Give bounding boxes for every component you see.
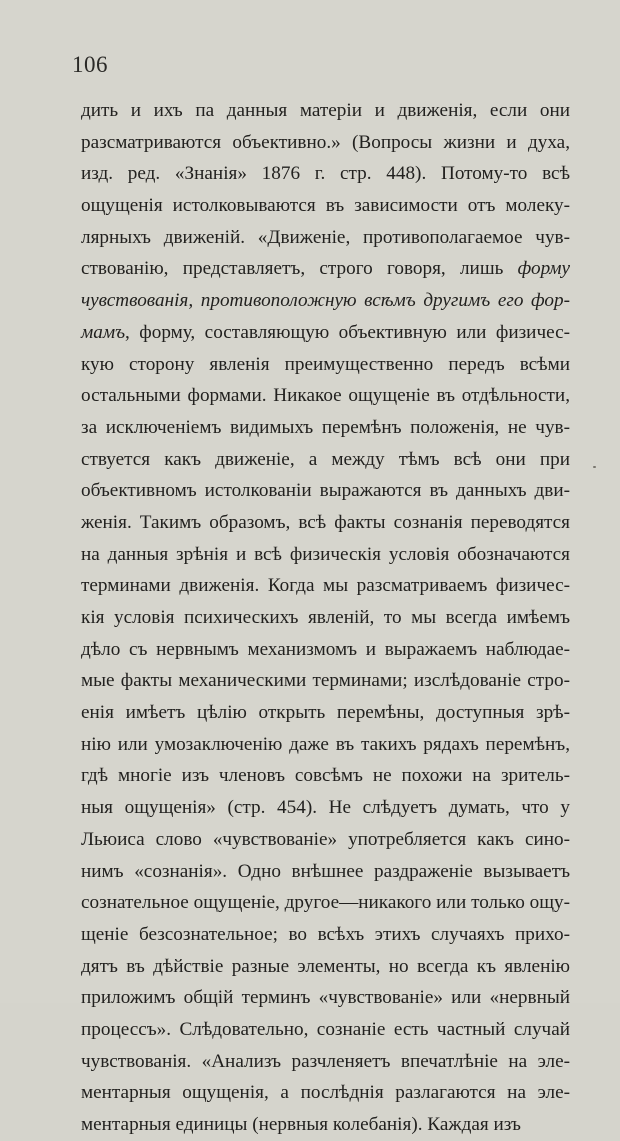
text-run: мые факты механическими терминами; изслѣдованiе стро- — [81, 670, 570, 692]
text-line — [81, 539, 570, 571]
text-run: процессъ». Слѣдовательно, сознанiе есть частный случай — [81, 1018, 570, 1040]
text-run: щенiе безсознательное; во всѣхъ этихъ случаяхъ прихо- — [81, 923, 570, 945]
text-line — [81, 285, 570, 317]
body-text — [81, 95, 570, 1141]
text-line — [81, 665, 570, 697]
text-run: изд. ред. «Знанiя» 1876 г. стр. 448). Потому-то всѣ — [81, 163, 570, 185]
text-line — [81, 380, 570, 412]
text-line — [81, 412, 570, 444]
text-line — [81, 824, 570, 856]
text-run: ментарныя ощущенiя, а послѣднiя разлагаются на эле- — [81, 1082, 570, 1104]
text-line — [81, 507, 570, 539]
text-line — [81, 349, 570, 381]
text-run: дѣло съ нервнымъ механизмомъ и выражаемъ наблюдае- — [81, 638, 570, 660]
text-line — [81, 1109, 570, 1141]
text-line — [81, 253, 570, 285]
text-run: лярныхъ движенiй. «Движенiе, противополагаемое чув- — [81, 226, 570, 248]
text-run: на данныя зрѣнiя и всѣ физическiя условiя обозначаются — [81, 543, 570, 565]
text-run: , форму, составляющую объективную или физичес- — [125, 321, 570, 343]
text-line — [81, 982, 570, 1014]
text-run: женiя. Такимъ образомъ, всѣ факты сознанiя переводятся — [81, 511, 570, 533]
text-line — [81, 634, 570, 666]
italic-run: мамъ — [81, 321, 126, 343]
text-run: за исключенiемъ видимыхъ перемѣнъ положенiя, не чув- — [81, 416, 570, 438]
text-run: ментарныя единицы (нервныя колебанiя). Каждая изъ — [81, 1114, 521, 1135]
text-run: остальными формами. Никакое ощущенiе въ отдѣльности, — [81, 385, 570, 407]
text-line — [81, 158, 570, 190]
text-run: сознательное ощущенiе, другое—никакого или только ощу- — [81, 892, 570, 914]
text-line — [81, 570, 570, 602]
text-run: объективномъ истолкованiи выражаются въ данныхъ дви- — [81, 480, 570, 502]
text-line — [81, 95, 570, 127]
text-line — [81, 1046, 570, 1078]
text-run: ныя ощущенiя» (стр. 454). Не слѣдуетъ думать, что у — [81, 797, 570, 819]
text-line — [81, 190, 570, 222]
text-line — [81, 127, 570, 159]
text-run: приложимъ общiй терминъ «чувствованiе» или «нервный — [81, 987, 570, 1009]
text-line — [81, 792, 570, 824]
text-run: дить и ихъ па данныя матерiи и движенiя, если они — [81, 100, 570, 121]
text-run: гдѣ многiе изъ членовъ совсѣмъ не похожи на зритель- — [81, 765, 570, 787]
text-line — [81, 951, 570, 983]
text-run: терминами движенiя. Когда мы разсматриваемъ физичес- — [81, 575, 570, 597]
text-run: разсматриваются объективно.» (Вопросы жизни и духа, — [81, 131, 570, 153]
text-line — [81, 602, 570, 634]
text-line — [81, 444, 570, 476]
paper-speck — [593, 466, 596, 468]
text-line — [81, 729, 570, 761]
page-number: 106 — [72, 52, 108, 77]
text-line — [81, 317, 570, 349]
text-run: чувствованiя. «Анализъ разчленяетъ впечатлѣнiе на эле- — [81, 1050, 570, 1072]
text-run: кую сторону явленiя преимущественно передъ всѣми — [81, 353, 570, 375]
text-run: нимъ «сознанiя». Одно внѣшнее раздраженiе вызываетъ — [81, 860, 570, 882]
text-line — [81, 760, 570, 792]
text-run: дятъ въ дѣйствiе разные элементы, но всегда къ явленiю — [81, 955, 570, 977]
text-line — [81, 475, 570, 507]
text-line — [81, 887, 570, 919]
text-run: Льюиса слово «чувствованiе» употребляется какъ сино- — [81, 828, 570, 850]
italic-run: форму — [517, 258, 570, 280]
text-run: енiя имѣетъ цѣлiю открыть перемѣны, доступныя зрѣ- — [81, 702, 570, 724]
text-line — [81, 1077, 570, 1109]
text-line — [81, 919, 570, 951]
text-run: кiя условiя психическихъ явленiй, то мы всегда имѣемъ — [81, 607, 570, 628]
text-line — [81, 222, 570, 254]
text-run: ствованiю, представляетъ, строго говоря, лишь — [81, 258, 518, 280]
text-line — [81, 1014, 570, 1046]
text-run: ствуется какъ движенiе, а между тѣмъ всѣ они при — [81, 448, 570, 470]
text-run: ощущенiя истолковываются въ зависимости отъ молеку- — [81, 195, 570, 217]
text-line — [81, 697, 570, 729]
text-line — [81, 856, 570, 888]
text-run: нiю или умозаключенiю даже въ такихъ рядахъ перемѣнъ, — [81, 733, 570, 755]
italic-run: чувствованiя, противоположную всѣмъ другимъ его фор- — [81, 290, 570, 312]
